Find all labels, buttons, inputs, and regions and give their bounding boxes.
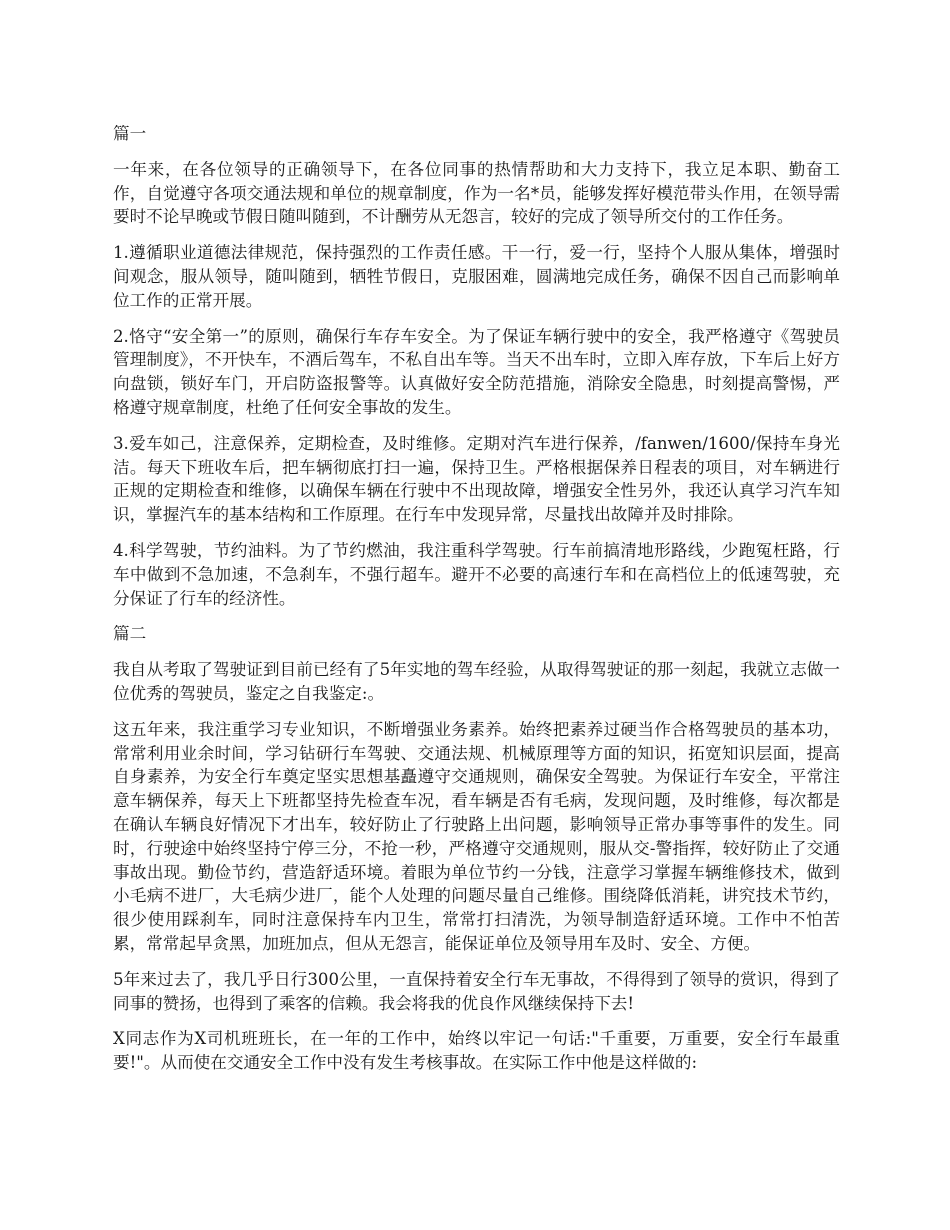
section-heading: 篇二 xyxy=(113,624,147,644)
section-1 xyxy=(113,122,840,610)
paragraph: 2.恪守“安全第一”的原则，确保行车存车安全。为了保证车辆行驶中的安全，我严格遵守《驾驶员管理制度》，不开快车，不酒后驾车，不私自出车等。当天不出车时，立即入库存放，下车后上好方向盘锁，锁好车门，开启防盗报警等。认真做好安全防范措施，消除安全隐患，时刻提高警惕，严格遵守规章制度，杜绝了任何安全事故的发生。 xyxy=(113,326,840,417)
paragraph: 我自从考取了驾驶证到目前已经有了5年实地的驾车经验，从取得驾驶证的那一刻起，我就立志做一位优秀的驾驶员，鉴定之自我鉴定:。 xyxy=(113,660,840,703)
section-2 xyxy=(113,622,840,1075)
paragraph: 这五年来，我注重学习专业知识，不断增强业务素养。始终把素养过硬当作合格驾驶员的基本功，常常利用业余时间，学习钻研行车驾驶、交通法规、机械原理等方面的知识，拓宽知识层面，提高自身素养，为安全行车奠定坚实思想基矗遵守交通规则，确保安全驾驶。为保证行车安全，平常注意车辆保养，每天上下班都坚持先检查车况，看车辆是否有毛病，发现问题，及时维修，每次都是在确认车辆良好情况下才出车，较好防止了行驶路上出问题，影响领导正常办事等事件的发生。同时，行驶途中始终坚持宁停三分，不抢一秒，严格遵守交通规则，服从交-警指挥，较好防止了交通事故出现。勤俭节约，营造舒适环境。着眼为单位节约一分钱，注意学习掌握车辆维修技术，做到小毛病不进厂，大毛病少进厂，能个人处理的问题尽量自己维修。围绕降低消耗，讲究技术节约，很少使用踩刹车，同时注意保持车内卫生，常常打扫清洗，为领导制造舒适环境。工作中不怕苦累，常常起早贪黑，加班加点，但从无怨言，能保证单位及领导用车及时、安全、方便。 xyxy=(113,719,840,953)
paragraph: 4.科学驾驶，节约油料。为了节约燃油，我注重科学驾驶。行车前搞清地形路线，少跑冤枉路，行车中做到不急加速，不急刹车，不强行超车。避开不必要的高速行车和在高档位上的低速驾驶，充分保证了行车的经济性。 xyxy=(113,540,840,608)
paragraph: 5年来过去了，我几乎日行300公里，一直保持着安全行车无事故，不得得到了领导的赏识，得到了同事的赞扬，也得到了乘客的信赖。我会将我的优良作风继续保持下去! xyxy=(113,969,840,1013)
paragraph: X同志作为X司机班班长，在一年的工作中，始终以牢记一句话:"千重要，万重要，安全行车最重要!"。从而使在交通安全工作中没有发生考核事故。在实际工作中他是这样做的: xyxy=(113,1029,840,1073)
document-body xyxy=(113,122,840,1087)
paragraph: 3.爱车如己，注意保养，定期检查，及时维修。定期对汽车进行保养，/fanwen/1600/保持车身光洁。每天下班收车后，把车辆彻底打扫一遍，保持卫生。严格根据保养日程表的项目，对车辆进行正规的定期检查和维修，以确保车辆在行驶中不出现故障，增强安全性另外，我还认真学习汽车知识，掌握汽车的基本结构和工作原理。在行车中发现异常，尽量找出故障并及时排除。 xyxy=(113,433,840,525)
section-heading: 篇一 xyxy=(113,124,147,143)
paragraph: 1.遵循职业道德法律规范，保持强烈的工作责任感。干一行，爱一行，坚持个人服从集体，增强时间观念，服从领导，随叫随到，牺牲节假日，克服困难，圆满地完成任务，确保不因自己而影响单位工作的正常开展。 xyxy=(113,243,840,310)
paragraph: 一年来，在各位领导的正确领导下，在各位同事的热情帮助和大力支持下，我立足本职、勤奋工作，自觉遵守各项交通法规和单位的规章制度，作为一名*员，能够发挥好模范带头作用，在领导需要时不论早晚或节假日随叫随到，不计酬劳从无怨言，较好的完成了领导所交付的工作任务。 xyxy=(113,159,840,227)
